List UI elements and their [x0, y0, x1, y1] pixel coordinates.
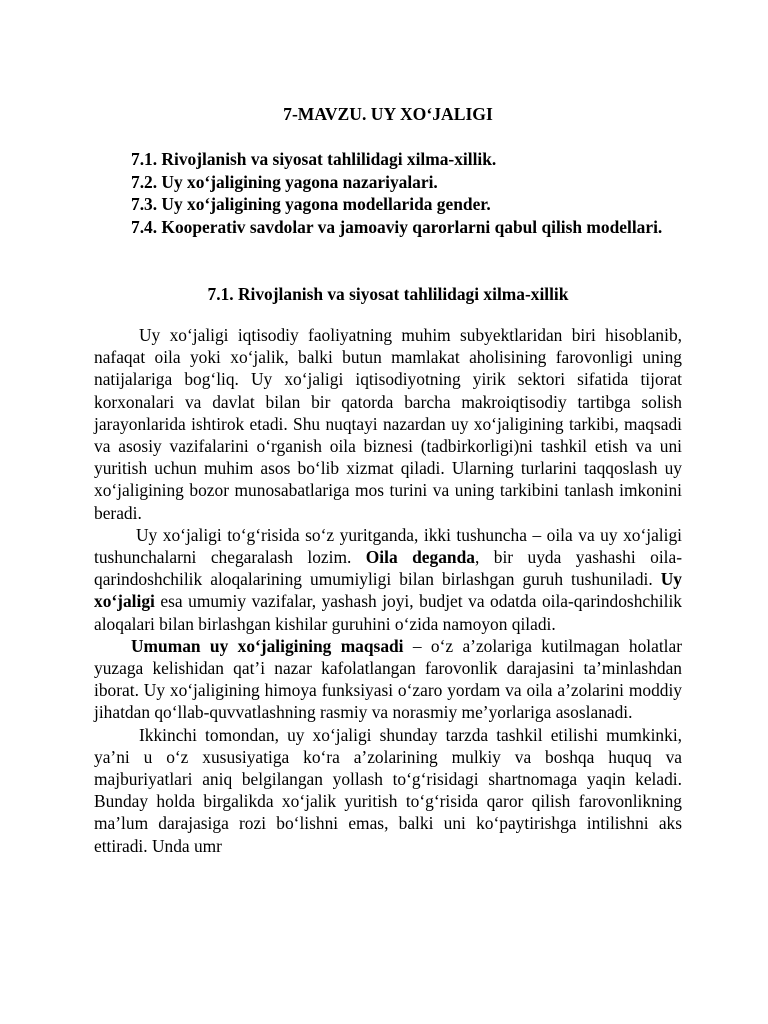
toc-item: 7.2. Uy xo‘jaligining yagona nazariyalari. [131, 171, 438, 192]
body-text [94, 324, 682, 857]
paragraph [94, 635, 682, 724]
toc-item: 7.1. Rivojlanish va siyosat tahlilidagi xilma-xillik. [131, 149, 497, 169]
term-maqsad: Umuman uy xo‘jaligining maqsadi [131, 635, 404, 656]
paragraph-text: , bir uyda yashashi oila-qarindoshchilik aloqalarining umumiyligi bilan birlashgan guruh tushuniladi. [94, 547, 683, 590]
paragraph-text: – o‘z a’zolariga kutilmagan holatlar yuzaga kelishidan qat’i nazar kafolatlangan farovonlik darajasini ta’minlashdan iborat. Uy xo‘jaligining himoya funksiyasi o‘zaro yordam va oila a’zolarini moddiy jihatdan qo‘llab-quvvatlashning rasmiy va norasmiy me’yorlariga asoslanadi. [94, 635, 682, 723]
paragraph [94, 524, 682, 635]
toc-item: 7.4. Kooperativ savdolar va jamoaviy qarorlarni qabul qilish modellari. [131, 216, 663, 237]
table-of-contents [94, 148, 682, 238]
term-uy-xojaligi: Uy xo‘jaligi [94, 569, 682, 612]
section-heading: 7.1. Rivojlanish va siyosat tahlilidagi xilma-xillik [207, 284, 569, 304]
paragraph-text: esa umumiy vazifalar, yashash joyi, budjet va odatda oila-qarindoshchilik aloqalari bilan birlashgan kishilar guruhini o‘zida namoyon qiladi. [94, 591, 682, 634]
paragraph-text: Uy xo‘jaligi to‘g‘risida so‘z yuritganda, ikki tushuncha – oila va uy xo‘jaligi tushunchalarni chegaralash lozim. [94, 524, 682, 568]
page-title: 7-MAVZU. UY XO‘JALIGI [283, 104, 493, 124]
paragraph: Uy xo‘jaligi iqtisodiy faoliyatning muhim subyektlaridan biri hisoblanib, nafaqat oila yoki xo‘jalik, balki butun mamlakat aholisining farovonligi uning natijalariga bog‘liq. Uy xo‘jaligi iqtisodiyotning yirik sektori sifatida tijorat korxonalari va davlat bilan bir qatorda barcha makroiqtisodiy tartibga solish jarayonlarida ishtirok etadi. Shu nuqtayi nazardan uy xo‘jaligining tarkibi, maqsadi va asosiy vazifalarini o‘rganish oila biznesi (tadbirkorligi)ni tashkil etish va uni yuritish uchun muhim asos bo‘lib xizmat qiladi. Ularning turlarini taqqoslash uy xo‘jaligining bozor munosabatlariga mos turini va uning tarkibini tanlash imkonini beradi. [94, 325, 682, 523]
toc-item: 7.3. Uy xo‘jaligining yagona modellarida gender. [131, 194, 491, 215]
paragraph: Ikkinchi tomondan, uy xo‘jaligi shunday tarzda tashkil etilishi mumkinki, ya’ni u o‘z xususiyatiga ko‘ra a’zolarining mulkiy va boshqa huquq va majburiyatlari aniq belgilangan yollash to‘g‘risidagi shartnomaga yaqin keladi. Bunday holda birgalikda xo‘jalik yuritish to‘g‘risida qaror qilish farovonlikning ma’lum darajasiga rozi bo‘lishni emas, balki uni ko‘paytirishga intilishni aks ettiradi. Unda umr [94, 724, 682, 856]
term-oila: Oila deganda [365, 547, 475, 568]
